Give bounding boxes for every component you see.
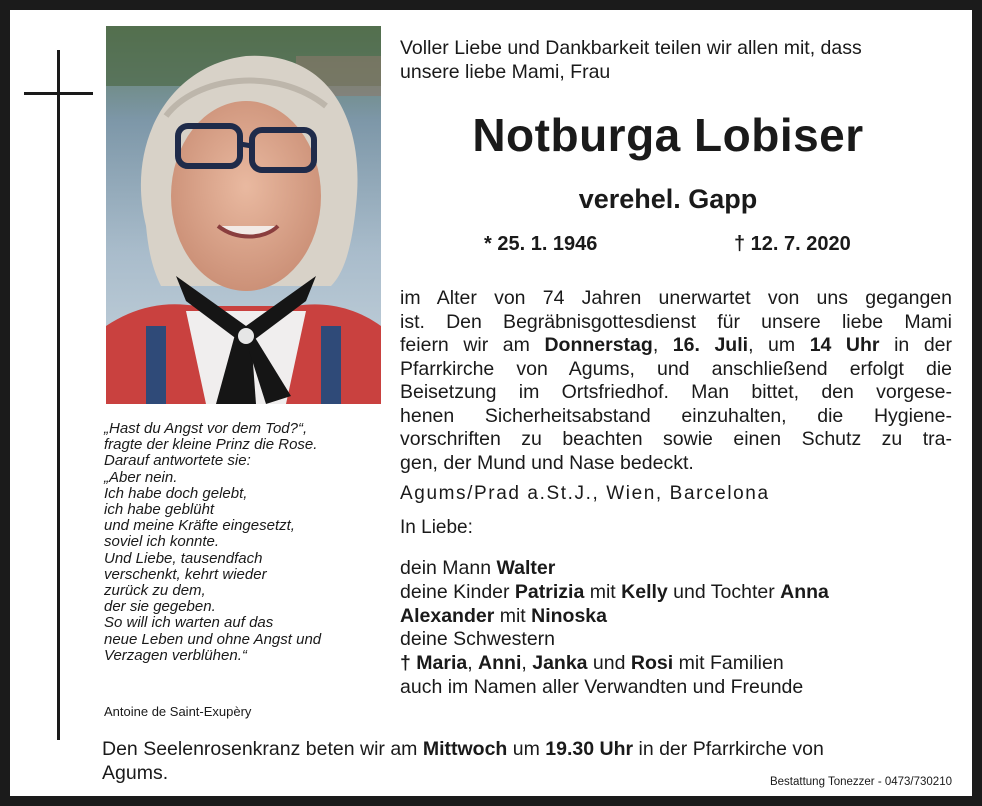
body-line: henen Sicherheitsabstand einzuhalten, die Hygiene- — [400, 404, 952, 427]
quote-line: zurück zu dem, — [104, 582, 206, 600]
in-love-label: In Liebe: — [400, 517, 473, 538]
birth-date: * 25. 1. 1946 — [484, 233, 598, 255]
quote-line: der sie gegeben. — [104, 598, 216, 616]
quote-line: Ich habe doch gelebt, — [104, 484, 248, 502]
deceased-name: Notburga Lobiser — [472, 109, 864, 161]
intro-line: Voller Liebe und Dankbarkeit teilen wir allen mit, dass — [400, 37, 862, 59]
family-line: auch im Namen aller Verwandten und Freunde — [400, 675, 804, 698]
undertaker-contact: Bestattung Tonezzer - 0473/730210 — [769, 776, 952, 788]
quote-line: „Aber nein. — [104, 468, 178, 486]
quote-line: fragte der kleine Prinz die Rose. — [104, 436, 318, 454]
rosary-line: Agums. — [102, 761, 169, 784]
intro-text — [400, 36, 960, 84]
quote-line: „Hast du Angst vor dem Tod?“, — [104, 420, 308, 437]
married-name: verehel. Gapp — [578, 184, 758, 214]
rosary-line: Den Seelenrosenkranz beten wir am Mittwoch um 19.30 Uhr in der Pfarrkirche von — [102, 738, 824, 760]
body-line: ist. Den Begräbnisgottesdienst für unsere liebe Mami — [400, 310, 952, 333]
family-line: deine Kinder Patrizia mit Kelly und Tochter Anna — [400, 580, 829, 603]
obituary-notice — [10, 10, 972, 796]
funeral-announcement — [400, 287, 952, 475]
little-prince-quote — [104, 421, 394, 664]
quote-line: ich habe geblüht — [104, 501, 215, 519]
death-date: † 12. 7. 2020 — [734, 233, 851, 255]
family-line: deine Schwestern — [400, 628, 556, 651]
funeral-time: 14 Uhr — [809, 334, 880, 356]
body-line: gen, der Mund und Nase bedeckt. — [400, 451, 694, 474]
family-line: dein Mann Walter — [400, 557, 556, 579]
quote-line: So will ich warten auf das — [104, 614, 274, 632]
body-line: Beisetzung im Ortsfriedhof. Man bittet, den vorgese- — [400, 381, 952, 403]
family-list — [400, 557, 960, 700]
quote-line: Darauf antwortete sie: — [104, 452, 251, 470]
cross-icon — [57, 50, 60, 740]
family-line: † Maria, Anni, Janka und Rosi mit Familien — [400, 652, 784, 675]
quote-line: Und Liebe, tausendfach — [104, 549, 263, 567]
intro-line: unsere liebe Mami, Frau — [400, 61, 611, 83]
quote-line: verschenkt, kehrt wieder — [104, 565, 267, 583]
quote-line: Verzagen verblühen.“ — [104, 646, 247, 664]
quote-line: neue Leben und ohne Angst und — [104, 630, 322, 648]
family-line: Alexander mit Ninoska — [400, 604, 607, 627]
cross-icon-bar — [24, 92, 93, 95]
body-line: Pfarrkirche von Agums, und anschließend erfolgt die — [400, 357, 952, 380]
portrait-photo — [106, 26, 381, 404]
rosary-time: 19.30 Uhr — [545, 738, 634, 760]
quote-author: Antoine de Saint-Exupèry — [104, 704, 252, 719]
body-line: vorschriften zu beachten sowie einen Schutz zu tra- — [400, 428, 952, 450]
quote-line: und meine Kräfte eingesetzt, — [104, 517, 295, 535]
funeral-date: 16. Juli — [672, 334, 749, 356]
body-line: im Alter von 74 Jahren unerwartet von uns gegangen — [400, 287, 952, 309]
quote-line: soviel ich konnte. — [104, 533, 220, 551]
places-line: Agums/Prad a.St.J., Wien, Barcelona — [400, 483, 770, 504]
body-line: feiern wir am Donnerstag, 16. Juli, um 14 Uhr in der — [400, 334, 953, 356]
funeral-day: Donnerstag — [544, 334, 653, 356]
rosary-day: Mittwoch — [422, 738, 508, 760]
